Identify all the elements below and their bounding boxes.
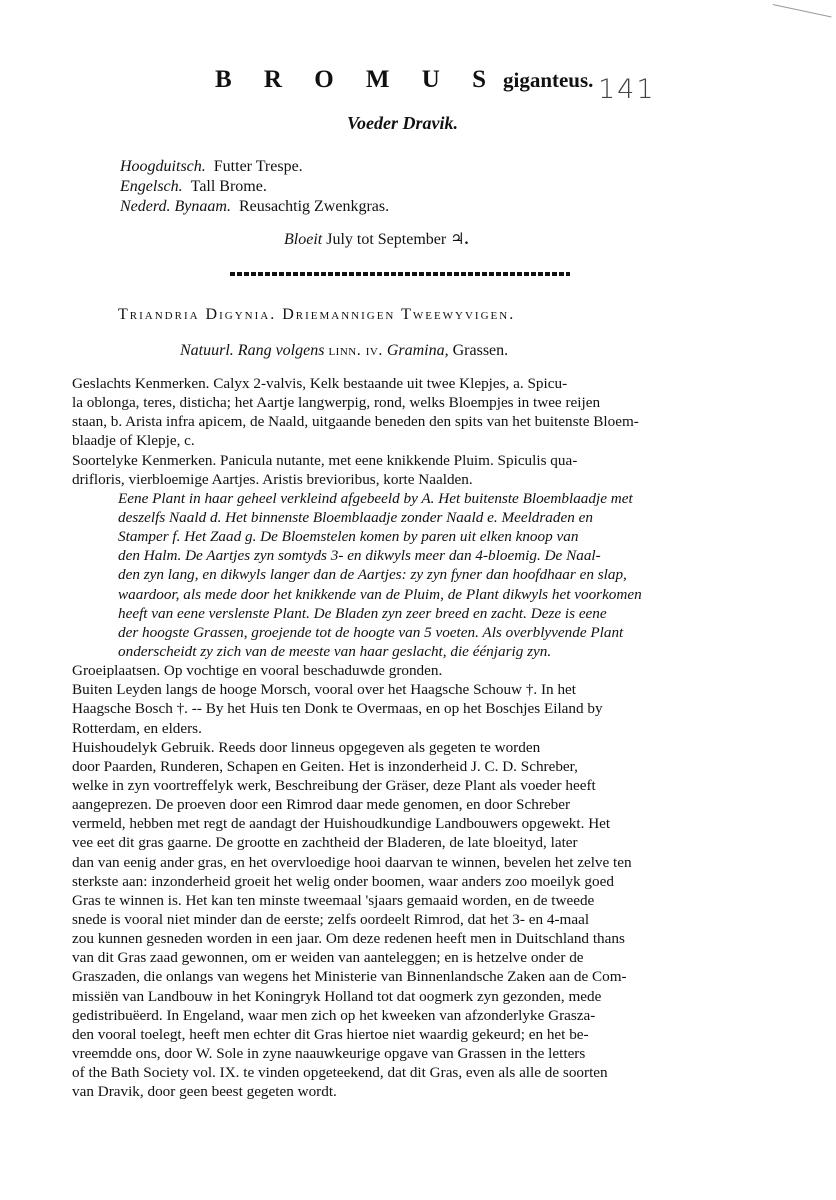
text-line: door Paarden, Runderen, Schapen en Geiten. Het is inzonderheid J. C. D. Schreber, [72, 757, 578, 775]
synonym-name: Reusachtig Zwenkgras. [238, 198, 390, 215]
text-line: der hoogste Grassen, groejende tot de hoogte van 5 voeten. Als overblyvende Plant [118, 623, 624, 641]
paper-corner-mark [768, 4, 831, 37]
text-line: sterkste aan: inzonderheid groeit het welig onder boomen, waar anders zoo moeilyk goed [72, 872, 614, 890]
text-line: Eene Plant in haar geheel verkleind afgebeeld by A. Het buitenste Bloemblaadje met [118, 489, 633, 507]
text-line: Gras te winnen is. Het kan ten minste tweemaal 'sjaars gemaaid worden, en de tweede [72, 891, 595, 909]
genus-name: B R O M U S [215, 66, 499, 93]
text-line: gedistribuëerd. In Engeland, waar men zich op het kweeken van afzonderlyke Grasza- [72, 1006, 596, 1024]
text-line: onderscheidt zy zich van de meeste van haar geslacht, die éénjarig zyn. [118, 642, 552, 660]
bloeit-label: Bloeit [284, 231, 323, 248]
synonym-lang: Nederd. Bynaam. [120, 198, 231, 215]
rank-family-nl: Grassen. [452, 342, 509, 359]
bloeit-text: July tot September [326, 231, 447, 248]
synonym-dutch [120, 198, 389, 216]
text-line: Huishoudelyk Gebruik. Reeds door linneus opgegeven als gegeten te worden [72, 738, 541, 756]
synonym-name: Tall Brome. [190, 178, 267, 195]
text-line: vermeld, hebben met regt de aandagt der Huishoudkundige Landbouwers opgewekt. Het [72, 815, 611, 833]
text-line: den Halm. De Aartjes zyn somtyds 3- en dikwyls meer dan 4-bloemig. De Naal- [118, 547, 601, 565]
page-title [215, 66, 593, 94]
text-line: of the Bath Society vol. IX. te vinden opgeteekend, dat dit Gras, even als alle de soorten [72, 1064, 608, 1082]
text-line: Buiten Leyden langs de hooge Morsch, vooral over het Haagsche Schouw †. In het [72, 681, 577, 699]
synonym-lang: Engelsch. [120, 178, 183, 195]
text-line: deszelfs Naald d. Het binnenste Bloemblaadje zonder Naald e. Meeldraden en [118, 508, 593, 526]
text-line: van dit Gras zaad gewonnen, om er weiden van aanteleggen; en is hetzelve onder de [72, 949, 584, 967]
rank-family: Gramina, [386, 342, 449, 359]
text-line: staan, b. Arista infra apicem, de Naald, uitgaande beneden den spits van het buitenste Bloem- [72, 413, 639, 431]
text-line: welke in zyn voortreffelyk werk, Beschreibung der Gräser, deze Plant als voeder heeft [72, 776, 596, 794]
text-line: drifloris, vierbloemige Aartjes. Aristis brevioribus, korte Naalden. [72, 470, 473, 488]
rank-prefix: Natuurl. Rang volgens [180, 342, 325, 359]
perennial-symbol: ♃. [450, 231, 469, 248]
text-line: vreemdde ons, door W. Sole in zyne naauwkeurige opgave van Grassen in the letters [72, 1044, 586, 1062]
text-line: blaadje of Klepje, c. [72, 432, 195, 450]
description-body [72, 374, 776, 1101]
text-line: zou kunnen gesneden worden in een jaar. Om deze redenen heeft men in Duitschland thans [72, 930, 625, 948]
text-line: den vooral toelegt, heeft men echter dit Gras hiertoe niet waardig gekeurd; en het be- [72, 1025, 589, 1043]
text-line: Rotterdam, en elders. [72, 719, 202, 737]
decorative-divider [230, 272, 570, 276]
text-line: den zyn lang, en dikwyls langer dan de Aartjes: zy zyn fyner dan hoofdhaar en slap, [118, 566, 627, 584]
rank-author: linn. iv. [328, 342, 383, 359]
text-line: Groeiplaatsen. Op vochtige en vooral beschaduwde gronden. [72, 662, 443, 680]
text-line: Graszaden, die onlangs van wegens het Ministerie van Binnenlandsche Zaken aan de Com- [72, 968, 627, 986]
text-line: van Dravik, door geen beest gegeten wordt. [72, 1083, 337, 1101]
text-line: Stamper f. Het Zaad g. De Bloemstelen komen by paren uit elken knoop van [118, 528, 579, 546]
species-name: giganteus. [502, 68, 594, 92]
text-line: waardoor, als mede door het knikkende van de Pluim, de Plant dikwyls het voorkomen [118, 585, 642, 603]
text-line: Soortelyke Kenmerken. Panicula nutante, met eene knikkende Pluim. Spiculis qua- [72, 451, 578, 469]
text-line: Haagsche Bosch †. -- By het Huis ten Donk te Overmaas, en op het Boschjes Eiland by [72, 700, 603, 718]
text-line: snede is vooral niet minder dan de eerste; zelfs oordeelt Rimrod, dat het 3- en 4-maal [72, 910, 590, 928]
text-line: aangeprezen. De proeven door een Rimrod daar mede genomen, en door Schreber [72, 796, 571, 814]
text-line: missiën van Landbouw in het Koningryk Holland tot dat oogmerk zyn gezonden, mede [72, 987, 602, 1005]
handwritten-number: 141 [598, 74, 656, 105]
synonym-name: Futter Trespe. [213, 158, 303, 175]
flowering-period [284, 229, 469, 249]
synonym-german [120, 158, 303, 176]
common-name: Voeder Dravik. [347, 113, 458, 133]
text-line: la oblonga, teres, disticha; het Aartje langwerpig, rond, welks Bloempjes in twee reijen [72, 394, 601, 412]
linnaean-class: Triandria Digynia. Driemannigen Tweewyvigen. [118, 306, 516, 323]
synonym-english [120, 178, 267, 196]
text-line: vee eet dit gras gaarne. De grootte en zachtheid der Bladeren, de late bloeityd, later [72, 834, 578, 852]
text-line: Geslachts Kenmerken. Calyx 2-valvis, Kelk bestaande uit twee Klepjes, a. Spicu- [72, 375, 568, 392]
synonym-lang: Hoogduitsch. [120, 158, 206, 175]
natural-rank [180, 342, 508, 360]
text-line: dan van eenig ander gras, en het overvloedige hooi daarvan te winnen, bevelen het zelve ten [72, 853, 632, 871]
text-line: heeft van eene verslenste Plant. De Bladen zyn zeer breed en zacht. Deze is eene [118, 604, 607, 622]
